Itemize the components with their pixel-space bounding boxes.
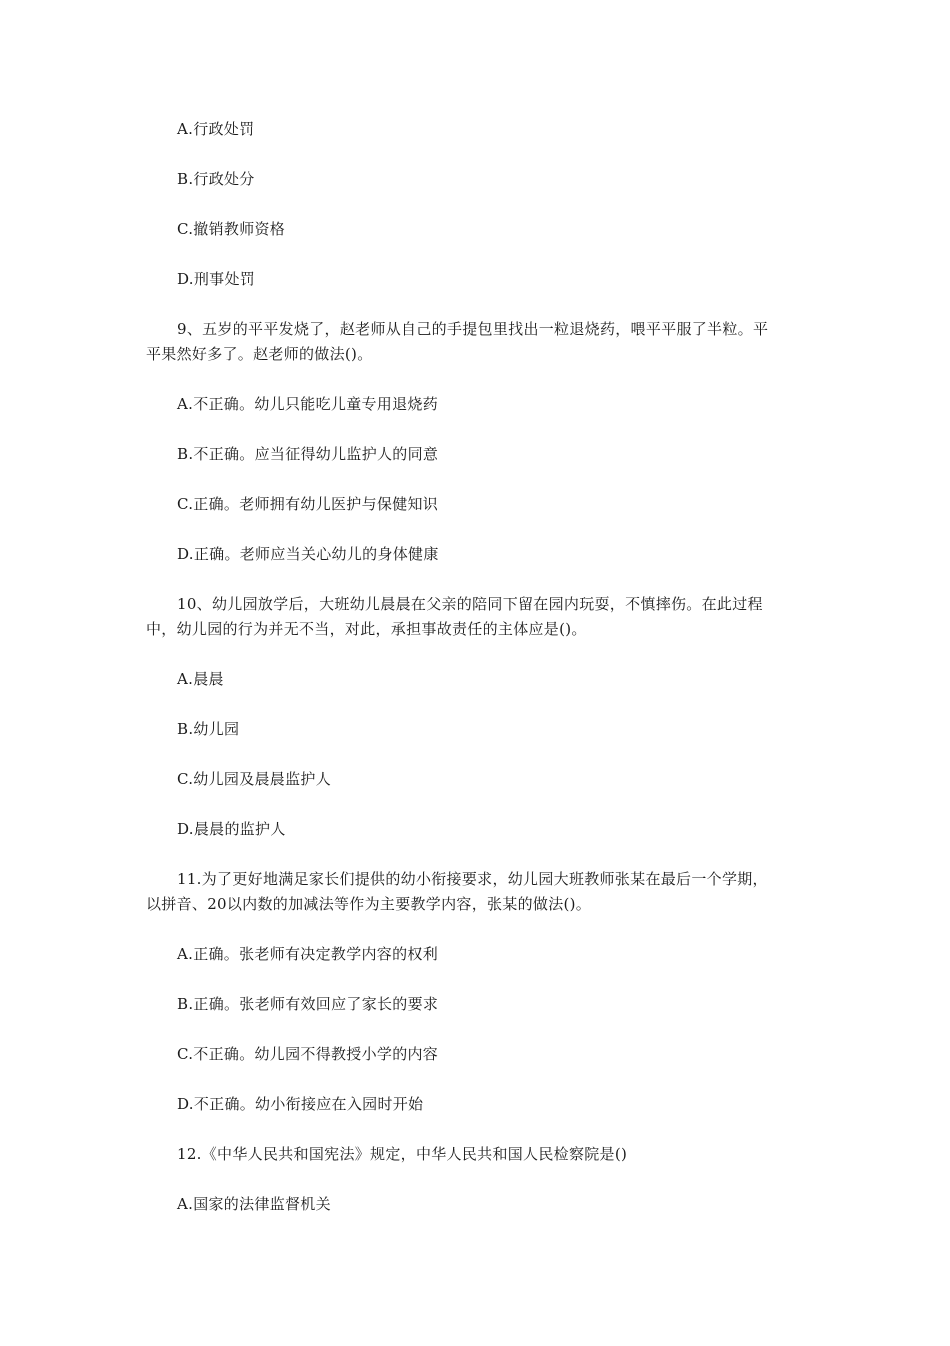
q11-stem-line2: 以拼音、20以内数的加减法等作为主要教学内容，张某的做法()。 [146, 895, 592, 913]
q10-option-b: B.幼儿园 [177, 720, 240, 738]
q9-stem-line1: 9、五岁的平平发烧了，赵老师从自己的手提包里找出一粒退烧药，喂平平服了半粒。平 [177, 320, 769, 338]
q11-option-a: A.正确。张老师有决定教学内容的权利 [177, 945, 439, 963]
q10-option-d: D.晨晨的监护人 [177, 820, 286, 838]
q9-option-d: D.正确。老师应当关心幼儿的身体健康 [177, 545, 439, 563]
q10-option-c: C.幼儿园及晨晨监护人 [177, 770, 332, 788]
q12-stem-line1: 12.《中华人民共和国宪法》规定，中华人民共和国人民检察院是() [177, 1145, 628, 1163]
q11-option-d: D.不正确。幼小衔接应在入园时开始 [177, 1095, 424, 1113]
q9-option-a: A.不正确。幼儿只能吃儿童专用退烧药 [177, 395, 439, 413]
q9-option-c: C.正确。老师拥有幼儿医护与保健知识 [177, 495, 439, 513]
q12-option-a: A.国家的法律监督机关 [177, 1195, 331, 1213]
q11-option-c: C.不正确。幼儿园不得教授小学的内容 [177, 1045, 439, 1063]
q10-stem-line2: 中，幼儿园的行为并无不当，对此，承担事故责任的主体应是()。 [146, 620, 587, 638]
q11-stem-line1: 11.为了更好地满足家长们提供的幼小衔接要求，幼儿园大班教师张某在最后一个学期， [177, 870, 768, 888]
q8-option-c: C.撤销教师资格 [177, 220, 286, 238]
q11-option-b: B.正确。张老师有效回应了家长的要求 [177, 995, 439, 1013]
q10-option-a: A.晨晨 [177, 670, 224, 688]
q9-option-b: B.不正确。应当征得幼儿监护人的同意 [177, 445, 439, 463]
q8-option-a: A.行政处罚 [177, 120, 255, 138]
q9-stem-line2: 平果然好多了。赵老师的做法()。 [146, 345, 373, 363]
q10-stem-line1: 10、幼儿园放学后，大班幼儿晨晨在父亲的陪同下留在园内玩耍，不慎摔伤。在此过程 [177, 595, 763, 613]
q8-option-b: B.行政处分 [177, 170, 255, 188]
q8-option-d: D.刑事处罚 [177, 270, 256, 288]
